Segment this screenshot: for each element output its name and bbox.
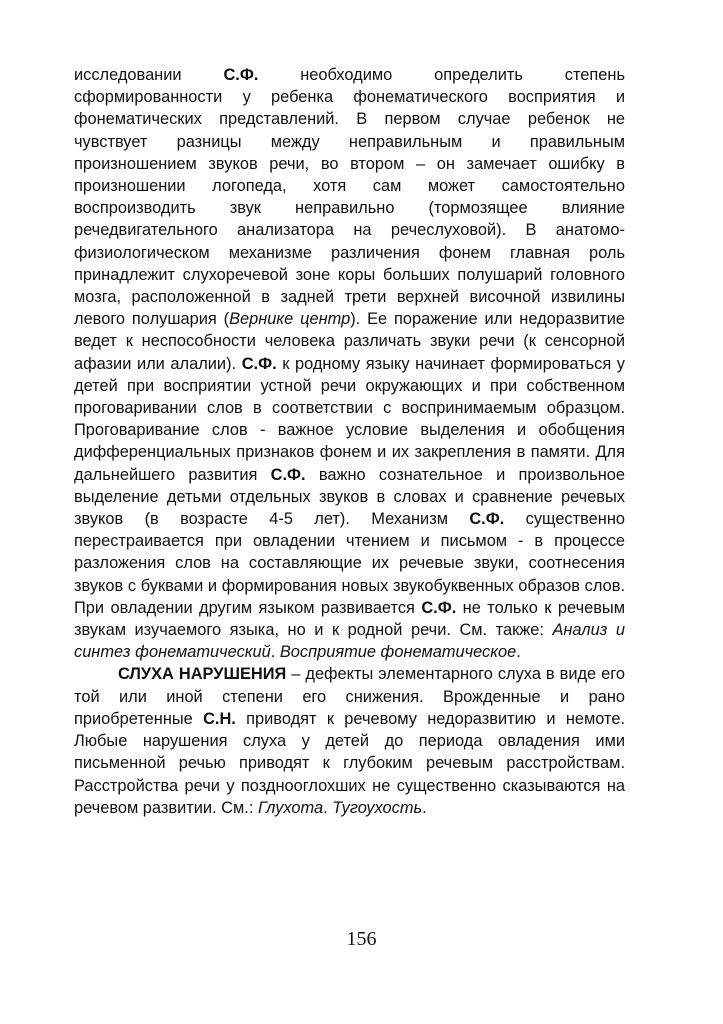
italic-reference: Глухота [257,798,324,817]
page-text [74,64,625,819]
bold-term: С.Ф. [421,598,457,617]
text-run: приводят к речевому недоразвитию и немоте. Любые нарушения слуха у детей до периода овладения ими письменной речью приводят к глубоким речевым расстройствам. Расстройства речи у позднооглохших не существенно сказываются на речевом развитии. См.: [74,709,625,817]
bold-term: С.Ф. [469,510,505,529]
text-run: не только к речевым звукам изучаемого языка, но и к родной речи. См. также: [74,598,625,640]
italic-reference: Анализ и синтез фонематический [74,621,625,662]
bold-term: С.Ф. [241,354,277,373]
paragraph-hearing-impairment [74,663,625,818]
text-run: ). Ее поражение или недоразвитие ведет к неспособности человека различать звуки речи (к сенсорной афазии или алалии). [74,310,625,373]
text-run: к родному языку начинает формироваться у детей при восприятии устной речи окружающих и при собственном проговаривании слов в соответствии с воспринимаемым образцом. Проговаривание слов - важное условие выделения и обобщения дифференциальных признаков фонем и их закрепления в памяти. Для дальнейшего развития [74,354,625,484]
text-run: . [516,643,521,662]
text-run: необходимо определить степень сформированности у ребенка фонематического восприятия и фонематических представлений. В первом случае ребенок не чувствует разницы между неправильным и правильным произношением звуков речи, во втором – он замечает ошибку в произношении логопеда, хотя сам может самостоятельно воспроизводить звук неправильно (тормозящее влияние речедвигательного анализатора на речеслуховой). В анатомо-физиологическом механизме различения фонем главная роль принадлежит слухоречевой зоне коры больших полушарий головного мозга, расположенной в задней трети верхней височной извилины левого полушария ( [74,66,625,329]
italic-reference: Вернике центр [229,310,351,329]
text-run: . [323,798,333,817]
text-run: исследовании [74,66,224,84]
page-number: 156 [346,928,377,950]
bold-term: С.Ф. [223,66,259,84]
bold-term: СЛУХА НАРУШЕНИЯ [118,665,287,684]
bold-term: С.Н. [203,709,236,728]
bold-term: С.Ф. [270,465,306,484]
text-run: существенно перестраивается при овладении чтением и письмом - в процессе разложения слов на составляющие их речевые звуки, соотнесения звуков с буквами и формирования новых звукобуквенных образов слов. При овладении другим языком развивается [74,510,625,617]
text-run: важно сознательное и произвольное выделение детьми отдельных звуков в словах и сравнение речевых звуков (в возрасте 4-5 лет). Механизм [74,465,625,529]
paragraph-sf-continuation [74,64,625,663]
italic-reference: Восприятие фонематическое [279,643,517,662]
text-run: . [422,798,427,817]
text-run: – дефекты элементарного слуха в виде его той или иной степени его снижения. Врожденные и рано приобретенные [74,665,626,728]
italic-reference: Тугоухость [332,798,423,817]
text-run: . [270,643,280,662]
